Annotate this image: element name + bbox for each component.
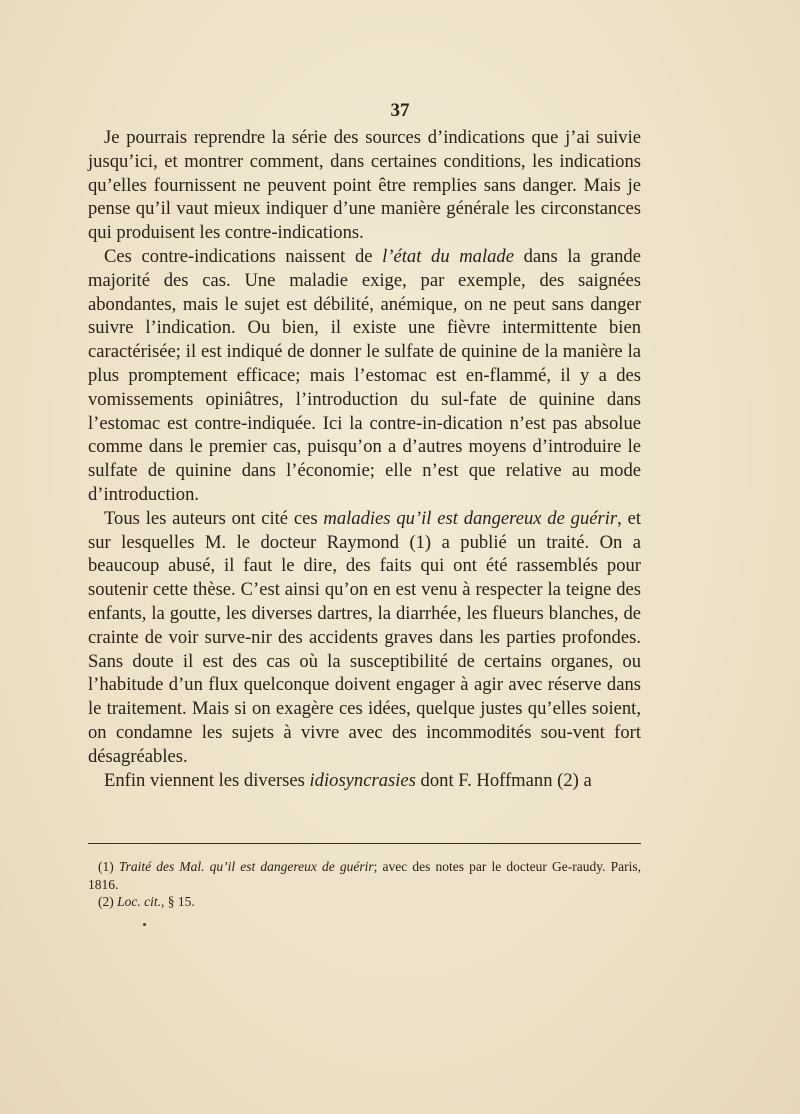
- text-segment: Enfin viennent les diverses: [104, 769, 310, 791]
- ink-speck: [143, 923, 146, 926]
- paragraph: [88, 769, 641, 793]
- italic-segment: idiosyncrasies: [309, 769, 416, 791]
- footnotes: [88, 858, 641, 911]
- italic-segment: Loc. cit.: [117, 894, 161, 909]
- text-segment: , et sur lesquelles M. le docteur Raymond (1) a publié un traité. On a beaucoup abusé, il faut le dire, des faits qui ont été rassemblés pour soutenir cette thèse. C’est ainsi qu’on en est venu à respecter la teigne des enfants, la goutte, les diverses dartres, la diarrhée, les flueurs blanches, de crainte de voir surve-nir des accidents graves dans les parties profondes. Sans doute il est des cas où la susceptibilité de certains organes, ou l’habitude d’un flux quelconque doivent engager à agir avec réserve dans le traitement. Mais si on exagère ces idées, quelque justes qu’elles soient, on condamne les sujets à vivre avec des incommodités sou-vent fort désagréables.: [88, 507, 642, 767]
- footnote-marker: (2): [98, 894, 118, 909]
- text-segment: , § 15.: [161, 894, 195, 909]
- footnote-divider: [88, 843, 641, 844]
- text-segment: dans la grande majorité des cas. Une maladie exige, par exemple, des saignées abondantes, mais le sujet est débilité, anémique, on ne peut sans danger suivre l’indication. Ou bien, il existe une fièvre intermittente bien caractérisée; il est indiqué de donner le sulfate de quinine de la manière la plus promptement efficace; mais l’estomac est en-flammé, il y a des vomissements opiniâtres, l’introduction du sul-fate de quinine dans l’estomac est contre-indiquée. Ici la contre-in-dication n’est pas absolue comme dans le premier cas, puisqu’on a d’autres moyens d’introduire le sulfate de quinine dans l’économie; elle n’est que relative au mode d’introduction.: [88, 245, 641, 505]
- italic-segment: Traité des Mal. qu’il est dangereux de guérir: [118, 859, 374, 874]
- footnote-marker: (1): [98, 859, 119, 874]
- paragraph: [88, 245, 641, 507]
- italic-segment: maladies qu’il est dangereux de guérir: [323, 507, 618, 529]
- body-text: [88, 126, 641, 792]
- page-number: 37: [390, 100, 410, 121]
- text-segment: dont F. Hoffmann (2) a: [415, 769, 592, 791]
- footnote: [88, 858, 641, 893]
- italic-segment: l’état du malade: [382, 245, 514, 267]
- text-segment: Je pourrais reprendre la série des sources d’indications que j’ai suivie jusqu’ici, et montrer comment, dans certaines conditions, les indications qu’elles fournissent ne peuvent point être remplies sans danger. Mais je pense qu’il vaut mieux indiquer d’une manière générale les circonstances qui produisent les contre-indications.: [88, 127, 641, 244]
- text-segment: Tous les auteurs ont cité ces: [104, 507, 324, 529]
- paragraph: [88, 507, 641, 769]
- footnote: [88, 893, 641, 911]
- text-segment: Ces contre-indications naissent de: [104, 245, 383, 267]
- paragraph: [88, 126, 641, 245]
- text-segment: ; avec des notes par le docteur Ge-raudy. Paris, 1816.: [88, 859, 641, 892]
